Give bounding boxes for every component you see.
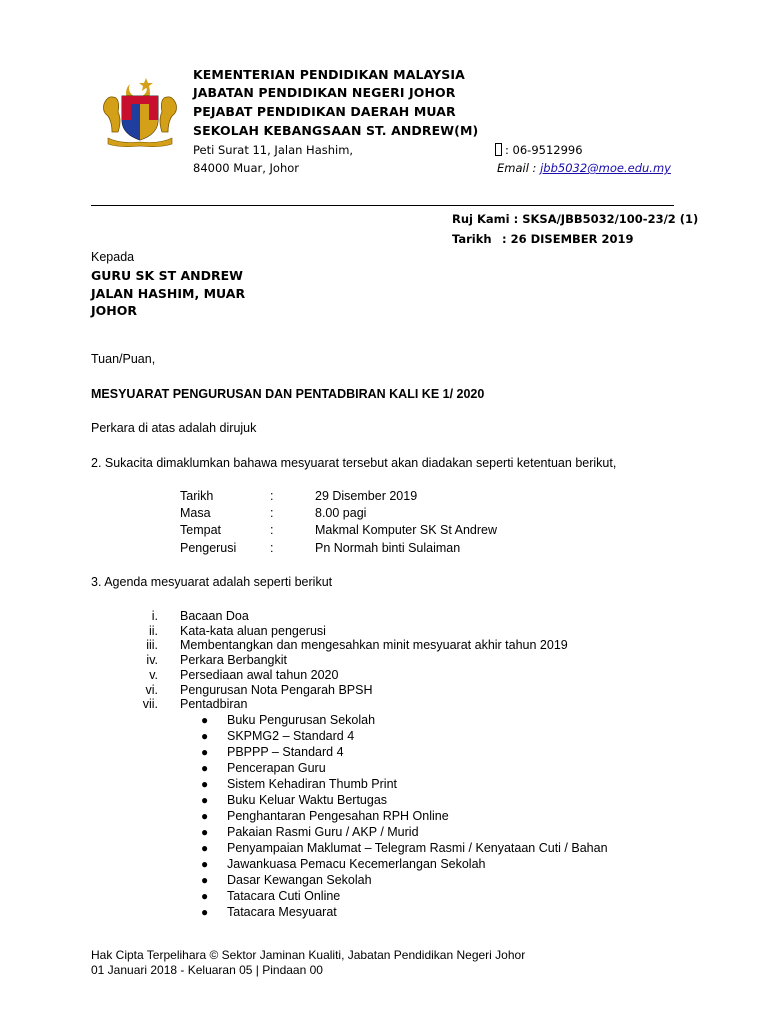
agenda-number: ii. (148, 624, 158, 638)
agenda-number: vii. (142, 697, 158, 711)
pentadbiran-item: Tatacara Cuti Online (227, 889, 341, 903)
agenda-item: Perkara Berbangkit (180, 653, 288, 667)
date-label: Tarikh (452, 232, 492, 246)
agenda-item: Persediaan awal tahun 2020 (180, 668, 339, 682)
email-label: Email : (497, 161, 537, 175)
email-contact (497, 161, 671, 175)
bullet-icon: ● (201, 729, 209, 743)
detail-separator: : (270, 506, 274, 520)
ruj-value: : SKSA/JBB5032/100-23/2 (1) (513, 212, 699, 226)
bullet-icon: ● (201, 905, 209, 919)
letterhead-line-state-dept: JABATAN PENDIDIKAN NEGERI JOHOR (193, 85, 456, 100)
detail-label: Tempat (180, 523, 221, 537)
pentadbiran-item: Dasar Kewangan Sekolah (227, 873, 372, 887)
detail-separator: : (270, 489, 274, 503)
pentadbiran-item: Buku Pengurusan Sekolah (227, 713, 376, 727)
detail-separator: : (270, 523, 274, 537)
agenda-item: Pengurusan Nota Pengarah BPSH (180, 683, 373, 697)
agenda-number: vi. (145, 683, 158, 697)
pentadbiran-item: Pencerapan Guru (227, 761, 326, 775)
bullet-icon: ● (201, 793, 209, 807)
pentadbiran-item: Tatacara Mesyuarat (227, 905, 337, 919)
date-value: : 26 DISEMBER 2019 (502, 232, 634, 246)
recipient-line: JOHOR (91, 303, 137, 318)
address-line-1: Peti Surat 11, Jalan Hashim, (193, 143, 354, 157)
paragraph-2: 2. Sukacita dimaklumkan bahawa mesyuarat tersebut akan diadakan seperti ketentuan berikut, (91, 456, 617, 470)
paragraph-3: 3. Agenda mesyuarat adalah seperti berikut (91, 575, 333, 589)
pentadbiran-item: SKPMG2 – Standard 4 (227, 729, 355, 743)
agenda-item: Kata-kata aluan pengerusi (180, 624, 326, 638)
phone-contact (495, 143, 583, 157)
pentadbiran-item: Pakaian Rasmi Guru / AKP / Murid (227, 825, 419, 839)
phone-number: : 06-9512996 (505, 143, 583, 157)
detail-separator: : (270, 541, 274, 555)
agenda-item: Membentangkan dan mengesahkan minit mesyuarat akhir tahun 2019 (180, 638, 568, 652)
bullet-icon: ● (201, 889, 209, 903)
letter-subject: MESYUARAT PENGURUSAN DAN PENTADBIRAN KALI KE 1/ 2020 (91, 387, 485, 401)
recipient-line: JALAN HASHIM, MUAR (91, 286, 246, 301)
detail-label: Masa (180, 506, 211, 520)
pentadbiran-item: Buku Keluar Waktu Bertugas (227, 793, 388, 807)
detail-label: Tarikh (180, 489, 214, 503)
recipient-kepada: Kepada (91, 250, 135, 264)
agenda-number: iv. (146, 653, 158, 667)
pentadbiran-item: Jawankuasa Pemacu Kecemerlangan Sekolah (227, 857, 486, 871)
detail-value: 29 Disember 2019 (315, 489, 418, 503)
detail-value: Pn Normah binti Sulaiman (315, 541, 461, 555)
letterhead-line-ministry: KEMENTERIAN PENDIDIKAN MALAYSIA (193, 67, 465, 82)
detail-value: Makmal Komputer SK St Andrew (315, 523, 498, 537)
pentadbiran-item: PBPPP – Standard 4 (227, 745, 344, 759)
ruj-label: Ruj Kami (452, 212, 510, 226)
reference-ruj (452, 212, 698, 226)
recipient-line: GURU SK ST ANDREW (91, 268, 243, 283)
agenda-number: v. (149, 668, 158, 682)
letterhead-line-district-office: PEJABAT PENDIDIKAN DAERAH MUAR (193, 104, 456, 119)
paragraph-1: Perkara di atas adalah dirujuk (91, 421, 257, 435)
detail-value: 8.00 pagi (315, 506, 367, 520)
bullet-icon: ● (201, 745, 209, 759)
bullet-icon: ● (201, 777, 209, 791)
letterhead-divider (91, 205, 674, 206)
agenda-item: Pentadbiran (180, 697, 248, 711)
pentadbiran-item: Penyampaian Maklumat – Telegram Rasmi / Kenyataan Cuti / Bahan (227, 841, 608, 855)
agenda-number: i. (151, 609, 158, 623)
pentadbiran-item: Penghantaran Pengesahan RPH Online (227, 809, 449, 823)
agenda-item: Bacaan Doa (180, 609, 249, 623)
address-line-2: 84000 Muar, Johor (193, 161, 300, 175)
footer-revision: 01 Januari 2018 - Keluaran 05 | Pindaan 00 (91, 963, 323, 977)
bullet-icon: ● (201, 841, 209, 855)
pentadbiran-item: Sistem Kehadiran Thumb Print (227, 777, 397, 791)
letterhead-line-school: SEKOLAH KEBANGSAAN ST. ANDREW(M) (193, 123, 479, 138)
footer-copyright: Hak Cipta Terpelihara © Sektor Jaminan Kualiti, Jabatan Pendidikan Negeri Johor (91, 948, 526, 962)
detail-label: Pengerusi (180, 541, 237, 555)
bullet-icon: ● (201, 857, 209, 871)
malaysia-crest-icon (100, 70, 180, 150)
coat-of-arms-logo (100, 70, 180, 150)
bullet-icon: ● (201, 761, 209, 775)
salutation: Tuan/Puan, (91, 352, 156, 366)
bullet-icon: ● (201, 825, 209, 839)
bullet-icon: ● (201, 873, 209, 887)
bullet-icon: ● (201, 809, 209, 823)
reference-date (452, 232, 634, 246)
agenda-number: iii. (146, 638, 158, 652)
phone-icon (495, 143, 502, 156)
bullet-icon: ● (201, 713, 209, 727)
email-link[interactable]: jbb5032@moe.edu.my (540, 161, 671, 175)
